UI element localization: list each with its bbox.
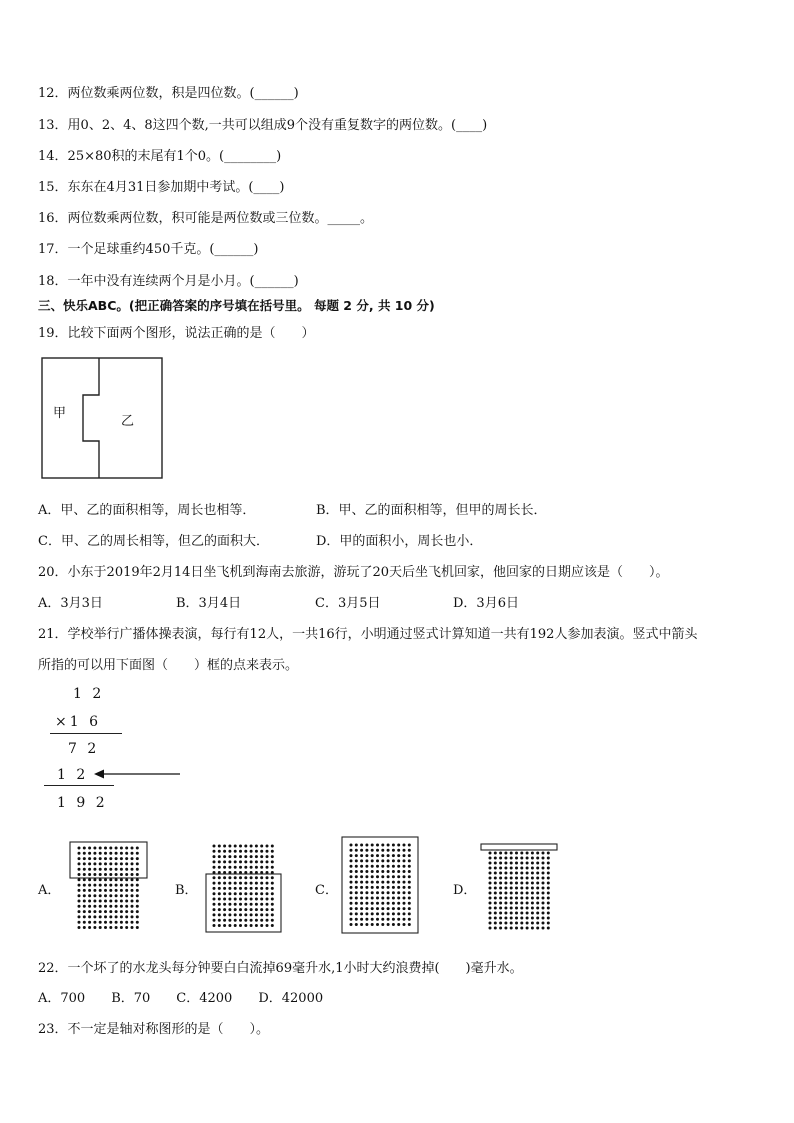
q19-option-c[interactable]: C．甲、乙的周长相等，但乙的面积大． (38, 534, 269, 549)
q20-option-a[interactable]: A．3月3日 (38, 596, 103, 611)
question-15: 15．东东在4月31日参加期中考试。(____) (38, 180, 285, 195)
label-yi: 乙 (121, 414, 135, 429)
q19-option-d[interactable]: D．甲的面积小，周长也小． (316, 534, 483, 549)
q21-option-c[interactable]: C． (315, 883, 338, 898)
q20-option-b[interactable]: B．3月4日 (176, 596, 242, 611)
dots (489, 852, 550, 930)
question-17: 17．一个足球重约450千克。(______) (38, 242, 259, 257)
dots (213, 845, 274, 928)
question-16: 16．两位数乘两位数，积可能是两位数或三位数。_____。 (38, 211, 374, 226)
section-3-heading: 三、快乐ABC。(把正确答案的序号填在括号里。 每题 2 分, 共 10 分) (38, 298, 435, 313)
question-21-stem-line2: 所指的可以用下面图（ ）框的点来表示。 (38, 658, 299, 673)
dot-grid-a[interactable] (68, 838, 150, 934)
q21-option-d[interactable]: D． (453, 883, 477, 898)
question-19-stem: 19．比较下面两个图形，说法正确的是（ ） (38, 326, 315, 341)
calc-partial-2: 1 2 (57, 767, 89, 783)
q21-option-b[interactable]: B． (175, 883, 198, 898)
shape-figure (41, 357, 163, 479)
dot-grid-c[interactable] (339, 835, 421, 935)
question-21-stem-line1: 21．学校举行广播体操表演，每行有12人，一共16行，小明通过竖式计算知道一共有192人参加表演。竖式中箭头 (38, 627, 698, 642)
calc-result: 1 9 2 (57, 795, 108, 811)
calc-line-2 (44, 785, 114, 786)
dot-grid-d[interactable] (479, 840, 561, 936)
dot-grid-b[interactable] (203, 838, 285, 934)
arrow-icon (94, 768, 182, 780)
question-14: 14．25×80积的末尾有1个0。(________) (38, 149, 282, 164)
question-13: 13．用0、2、4、8这四个数,一共可以组成9个没有重复数字的两位数。(____) (38, 118, 488, 133)
question-22-stem: 22．一个坏了的水龙头每分钟要白白流掉69毫升水,1小时大约浪费掉( )毫升水。 (38, 961, 523, 976)
dots (78, 847, 139, 930)
calc-line-1 (50, 733, 122, 734)
question-20-stem: 20．小东于2019年2月14日坐飞机到海南去旅游，游玩了20天后坐飞机回家，他回家的日期应该是（ ）。 (38, 565, 669, 580)
q19-option-b[interactable]: B．甲、乙的面积相等，但甲的周长长． (316, 503, 547, 518)
question-18: 18．一年中没有连续两个月是小月。(______) (38, 274, 299, 289)
calc-multiplier: ×1 6 (55, 714, 101, 730)
question-23-stem: 23．不一定是轴对称图形的是（ ）。 (38, 1022, 270, 1037)
q21-option-a[interactable]: A． (38, 883, 61, 898)
label-jia: 甲 (53, 406, 67, 421)
q20-option-c[interactable]: C．3月5日 (315, 596, 381, 611)
q19-option-a[interactable]: A．甲、乙的面积相等，周长也相等． (38, 503, 256, 518)
calc-partial-1: 7 2 (68, 741, 100, 757)
question-12: 12．两位数乘两位数，积是四位数。(______) (38, 86, 299, 101)
calc-multiplicand: 1 2 (73, 686, 105, 702)
q22-options[interactable]: A．700 B．70 C．4200 D．42000 (38, 991, 324, 1006)
dots (350, 844, 411, 927)
q20-option-d[interactable]: D．3月6日 (453, 596, 519, 611)
